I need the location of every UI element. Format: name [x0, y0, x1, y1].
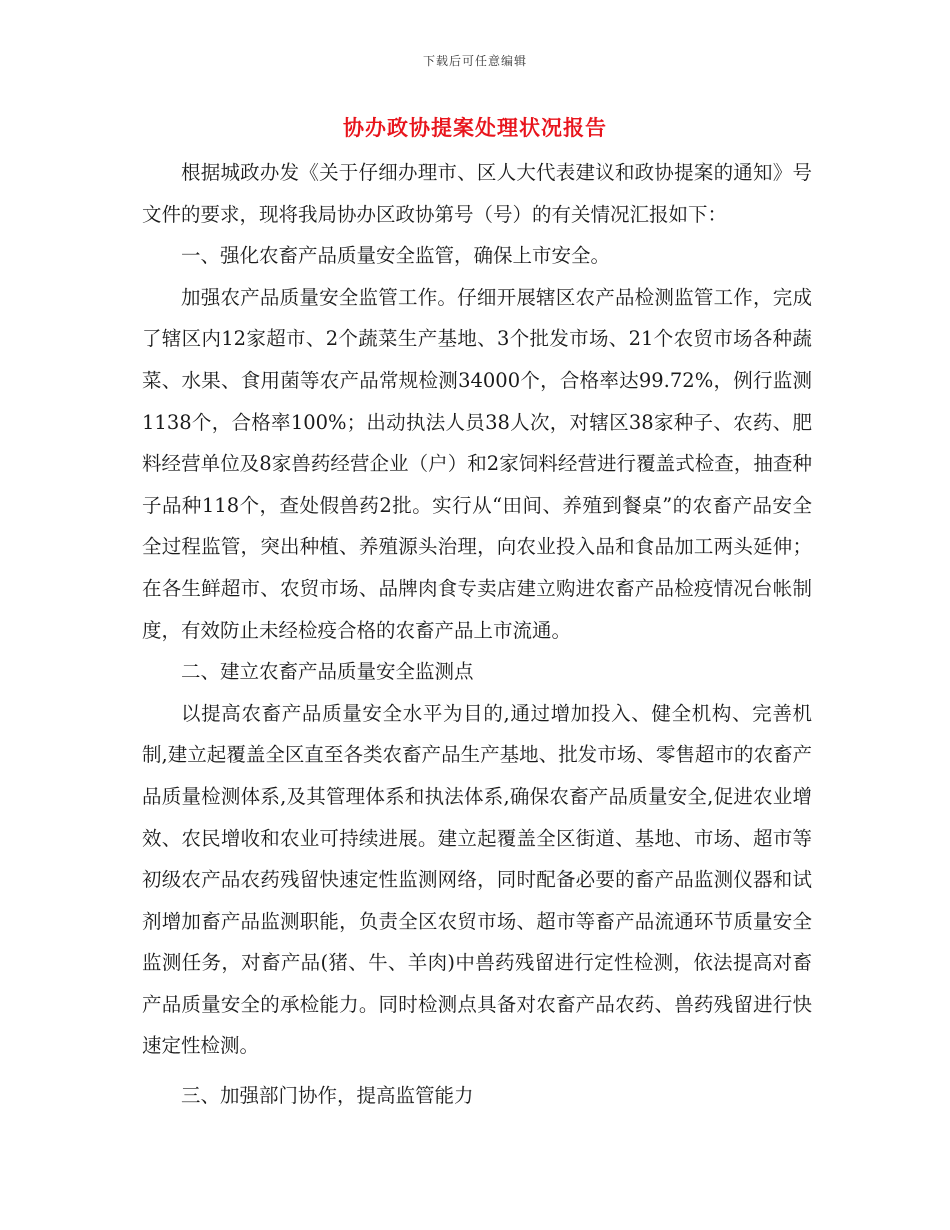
header-note: 下载后可任意编辑 — [422, 54, 527, 68]
section-1-paragraph: 加强农产品质量安全监管工作。仔细开展辖区农产品检测监管工作，完成了辖区内12家超市、2个蔬菜生产基地、3个批发市场、21个农贸市场各种蔬菜、水果、食用菌等农产品常规检测34000个，合格率达99.72%，例行监测1138个，合格率100%；出动执法人员38人次，对辖区38家种子、农药、肥料经营单位及8家兽药经营企业（户）和2家饲料经营进行覆盖式检查，抽查种子品种118个，查处假兽药2批。实行从“田间、养殖到餐桌”的农畜产品安全全过程监管，突出种植、养殖源头治理，向农业投入品和食品加工两头延伸；在各生鲜超市、农贸市场、品牌肉食专卖店建立购进农畜产品检疫情况台帐制度，有效防止未经检疫合格的农畜产品上市流通。 — [142, 285, 812, 642]
section-2-heading: 二、建立农畜产品质量安全监测点 — [181, 660, 474, 684]
section-3-heading: 三、加强部门协作，提高监管能力 — [181, 1084, 474, 1108]
section-2-paragraph: 以提高农畜产品质量安全水平为目的,通过增加投入、健全机构、完善机制,建立起覆盖全区直至各类农畜产品生产基地、批发市场、零售超市的农畜产品质量检测体系,及其管理体系和执法体系,确保农畜产品质量安全,促进农业增效、农民增收和农业可持续进展。建立起覆盖全区街道、基地、市场、超市等初级农产品农药残留快速定性监测网络，同时配备必要的畜产品监测仪器和试剂增加畜产品监测职能，负责全区农贸市场、超市等畜产品流通环节质量安全监测任务，对畜产品(猪、牛、羊肉)中兽药残留进行定性检测，依法提高对畜产品质量安全的承检能力。同时检测点具备对农畜产品农药、兽药残留进行快速定性检测。 — [142, 701, 812, 1058]
document-body — [142, 152, 812, 1117]
document-title: 协办政协提案处理状况报告 — [343, 115, 607, 140]
section-1-heading: 一、强化农畜产品质量安全监管，确保上市安全。 — [181, 244, 611, 268]
intro-paragraph: 根据城政办发《关于仔细办理市、区人大代表建议和政协提案的通知》号文件的要求，现将我局协办区政协第号（号）的有关情况汇报如下： — [142, 161, 812, 226]
